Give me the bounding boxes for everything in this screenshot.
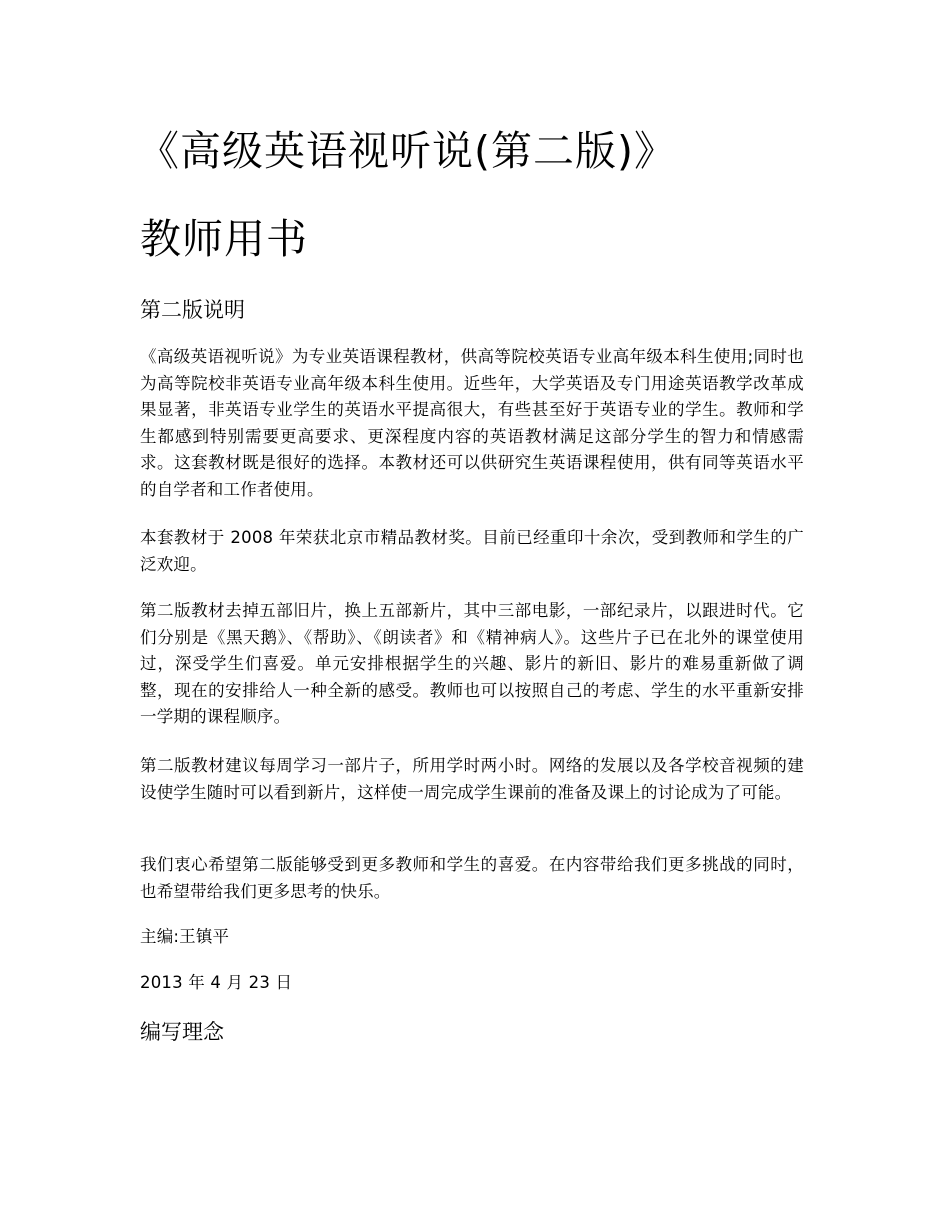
paragraph-award: 本套教材于 2008 年荣获北京市精品教材奖。目前已经重印十余次，受到教师和学生的广泛欢迎。 [140,528,804,574]
editor-line: 主编:王镇平 [140,927,230,946]
paragraph-hope: 我们衷心希望第二版能够受到更多教师和学生的喜爱。在内容带给我们更多挑战的同时，也希望带给我们更多思考的快乐。 [140,855,804,901]
paragraph-intro: 《高级英语视听说》为专业英语课程教材，供高等院校英语专业高年级本科生使用;同时也为高等院校非英语专业高年级本科生使用。近些年，大学英语及专门用途英语教学改革成果显著，非英语专业学生的英语水平提高很大，有些甚至好于英语专业的学生。教师和学生都感到特别需要更高要求、更深程度内容的英语教材满足这部分学生的智力和情感需求。这套教材既是很好的选择。本教材还可以供研究生英语课程使用，供有同等英语水平的自学者和工作者使用。 [140,347,804,499]
paragraph-new-films: 第二版教材去掉五部旧片，换上五部新片，其中三部电影，一部纪录片，以跟进时代。它们分别是《黑天鹅》、《帮助》、《朗读者》和《精神病人》。这些片子已在北外的课堂使用过，深受学生们喜爱。单元安排根据学生的兴趣、影片的新旧、影片的难易重新做了调整，现在的安排给人一种全新的感受。教师也可以按照自己的考虑、学生的水平重新安排一学期的课程顺序。 [140,601,804,727]
document-subtitle: 教师用书 [140,215,308,263]
date-line: 2013 年 4 月 23 日 [140,973,293,992]
section-heading-second-edition-notes: 第二版说明 [140,298,245,322]
paragraph-schedule: 第二版教材建议每周学习一部片子，所用学时两小时。网络的发展以及各学校音视频的建设使学生随时可以看到新片，这样使一周完成学生课前的准备及课上的讨论成为了可能。 [140,756,804,802]
document-title: 《高级英语视听说(第二版)》 [138,127,676,175]
section-heading-writing-philosophy: 编写理念 [140,1020,224,1044]
